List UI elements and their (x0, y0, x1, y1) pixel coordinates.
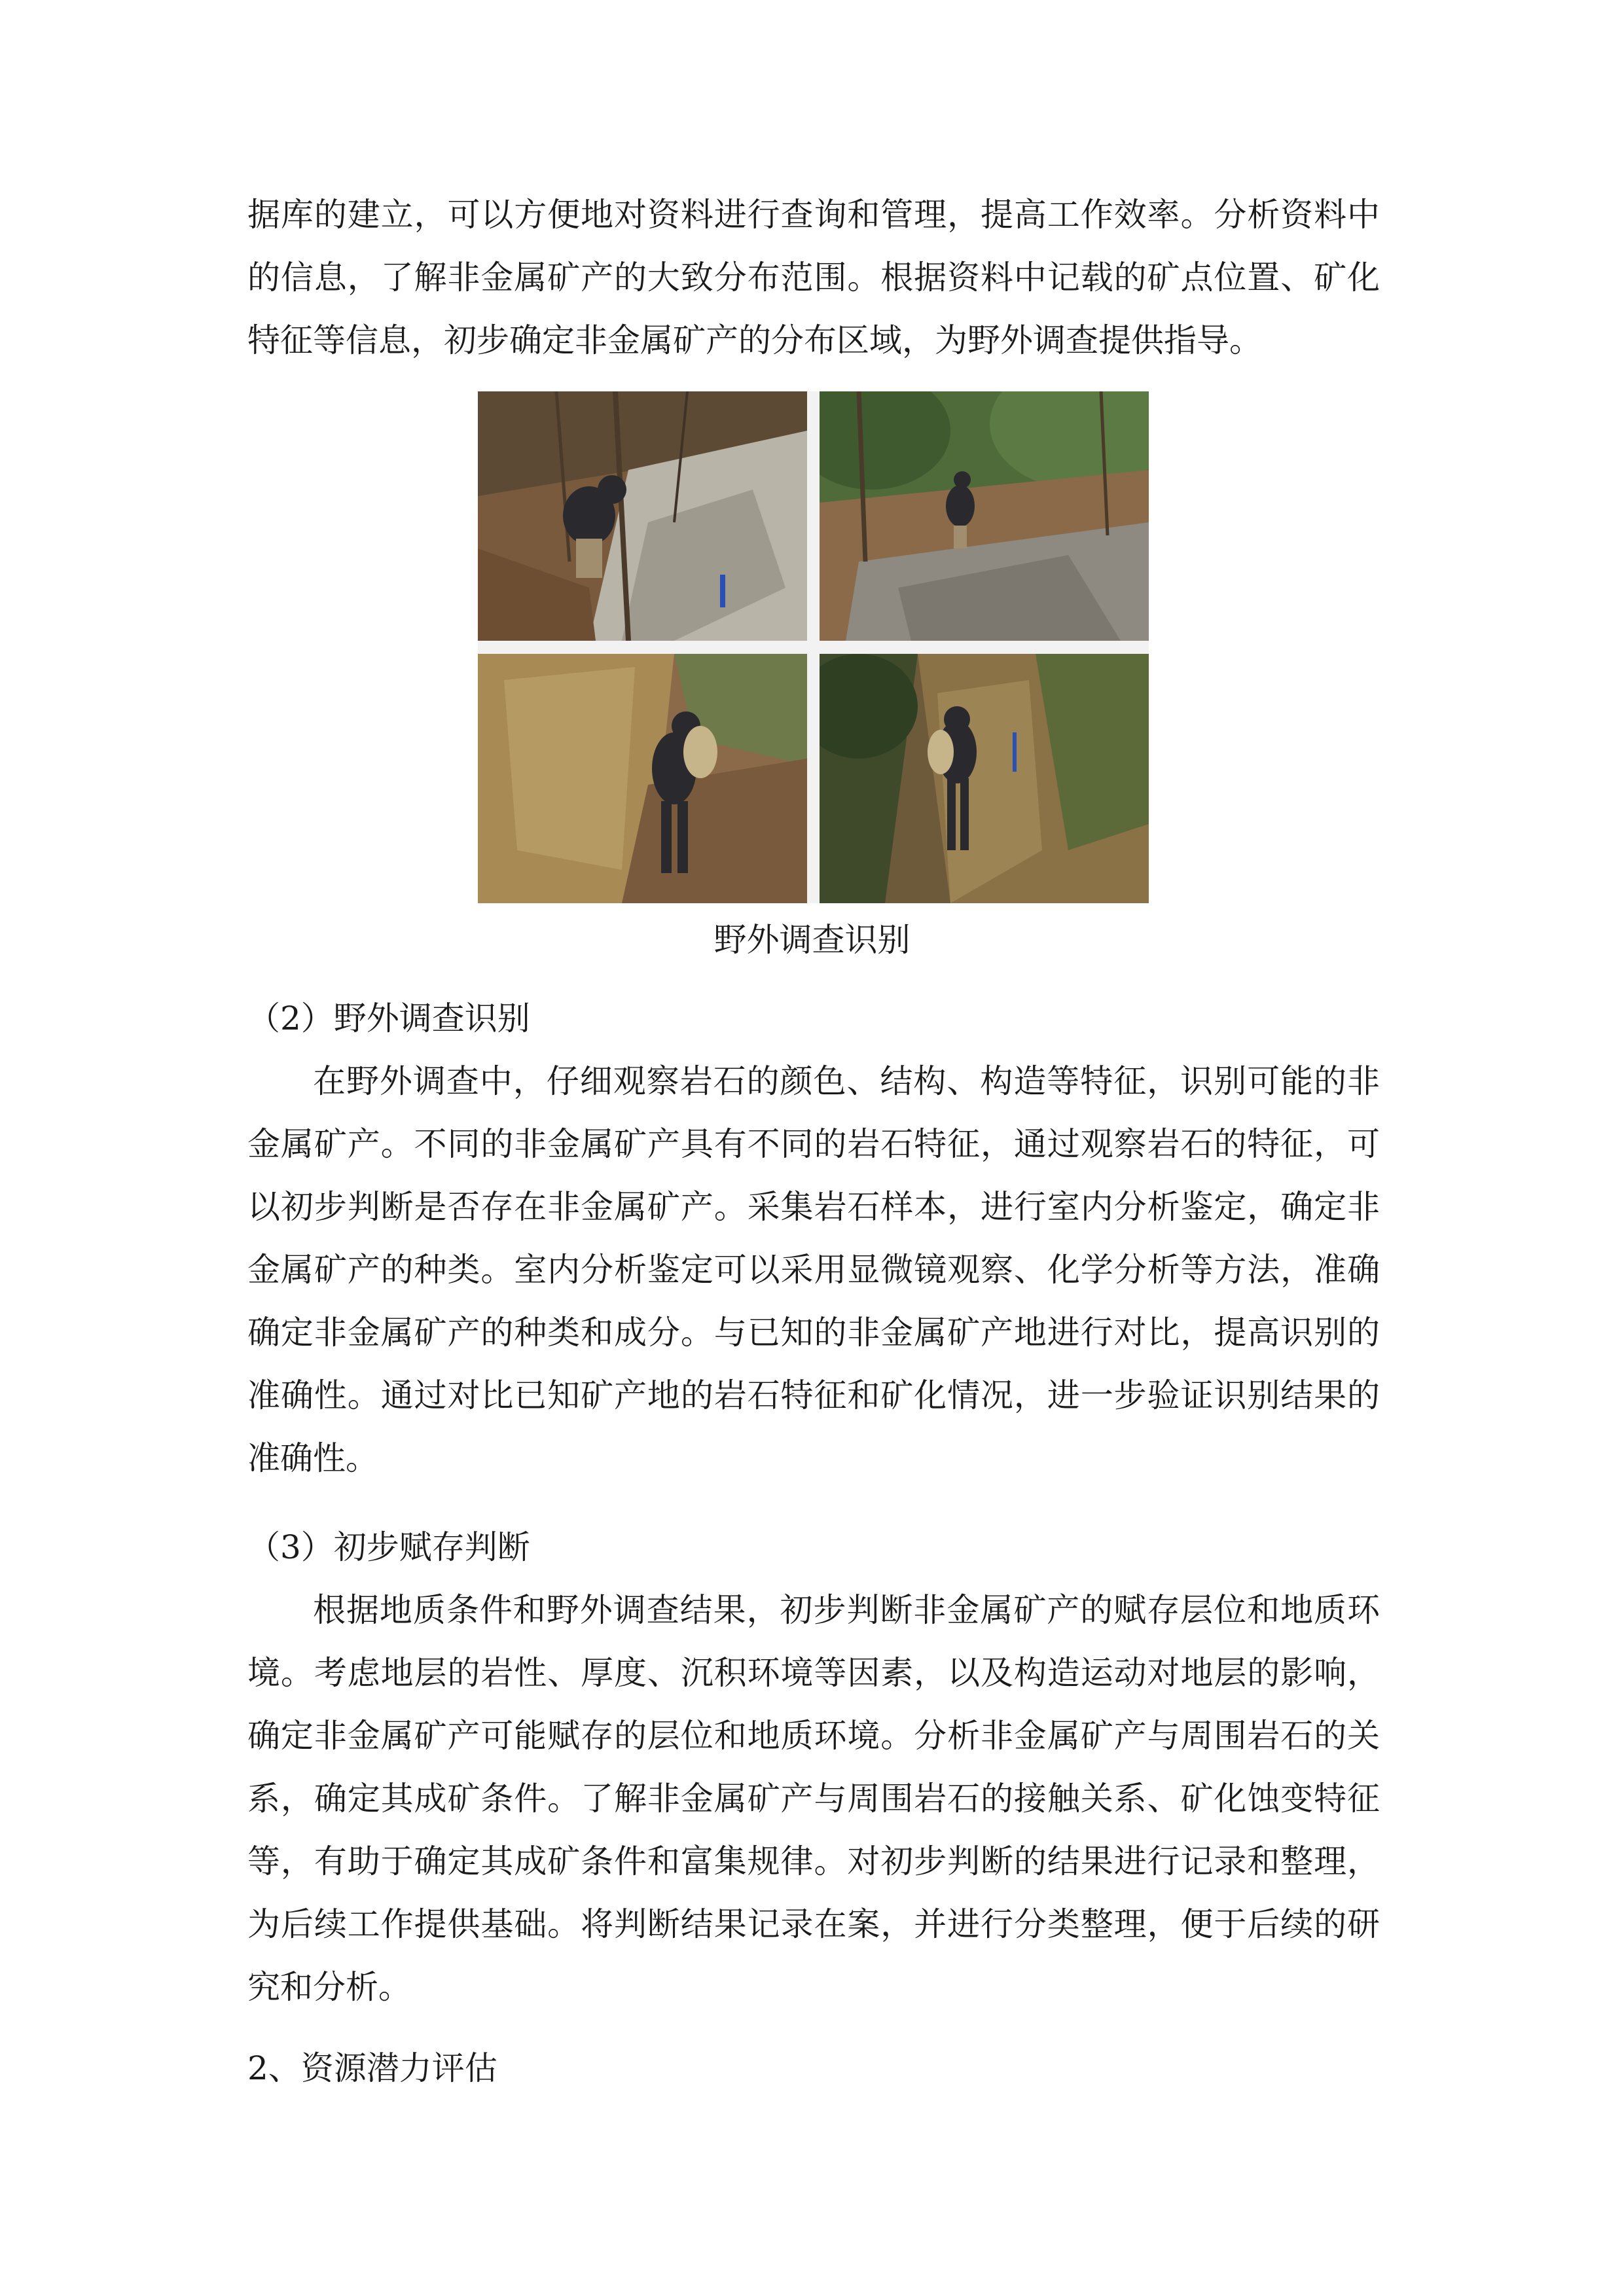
photo-top-left (478, 391, 807, 641)
figure-caption: 野外调查识别 (713, 921, 911, 959)
occurrence-paragraph: 根据地质条件和野外调查结果，初步判断非金属矿产的赋存层位和地质环境。考虑地层的岩性、厚度、沉积环境等因素，以及构造运动对地层的影响，确定非金属矿产可能赋存的层位和地质环境。分析非金属矿产与周围岩石的关系，确定其成矿条件。了解非金属矿产与周围岩石的接触关系、矿化蚀变特征等，有助于确定其成矿条件和富集规律。对初步判断的结果进行记录和整理，为后续工作提供基础。将判断结果记录在案，并进行分类整理，便于后续的研究和分析。 (247, 1591, 1380, 2006)
heading-field-survey: （2）野外调查识别 (247, 999, 530, 1037)
intro-paragraph: 据库的建立，可以方便地对资料进行查询和管理，提高工作效率。分析资料中的信息，了解非金属矿产的大致分布范围。根据资料中记载的矿点位置、矿化特征等信息，初步确定非金属矿产的分布区域，为野外调查提供指导。 (247, 196, 1380, 359)
photo-bottom-right (820, 654, 1149, 903)
photo-bottom-left (478, 654, 807, 903)
photo-top-right (820, 391, 1149, 641)
field-survey-paragraph: 在野外调查中，仔细观察岩石的颜色、结构、构造等特征，识别可能的非金属矿产。不同的非金属矿产具有不同的岩石特征，通过观察岩石的特征，可以初步判断是否存在非金属矿产。采集岩石样本，进行室内分析鉴定，确定非金属矿产的种类。室内分析鉴定可以采用显微镜观察、化学分析等方法，准确确定非金属矿产的种类和成分。与已知的非金属矿产地进行对比，提高识别的准确性。通过对比已知矿产地的岩石特征和矿化情况，进一步验证识别结果的准确性。 (247, 1062, 1380, 1477)
field-survey-figure (478, 391, 1149, 903)
heading-resource-potential: 2、资源潜力评估 (247, 2049, 497, 2087)
heading-occurrence: （3）初步赋存判断 (247, 1528, 530, 1566)
